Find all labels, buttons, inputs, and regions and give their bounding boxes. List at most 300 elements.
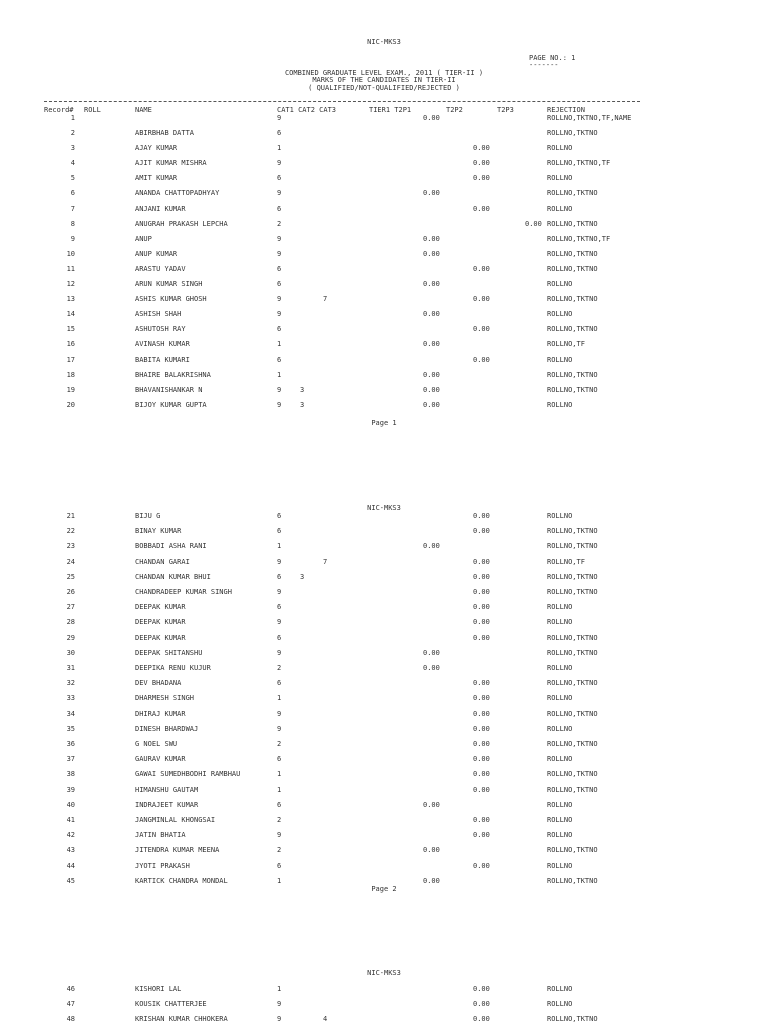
t2p2-value: 0.00 (473, 831, 490, 840)
candidate-name: JYOTI PRAKASH (135, 861, 190, 870)
cat1-value: 9 (277, 1000, 282, 1009)
t2p2-value: 0.00 (473, 1000, 490, 1009)
candidate-name: DHARMESH SINGH (135, 694, 195, 703)
cat1-value: 6 (277, 264, 282, 273)
candidate-name: AVINASH KUMAR (135, 340, 190, 349)
cat1-value: 2 (277, 219, 282, 228)
record-number: 3 (70, 144, 75, 153)
candidate-name: JITENDRA KUMAR MEENA (135, 846, 220, 855)
table-row (0, 710, 768, 719)
t2p2-value: 0.00 (473, 588, 490, 596)
cat1-value: 6 (277, 174, 282, 183)
candidate-name: BABITA KUMARI (135, 355, 190, 364)
cat1-value: 2 (277, 816, 282, 824)
t2p2-value: 0.00 (473, 557, 490, 566)
record-number: 15 (66, 325, 75, 334)
t2p2-value: 0.00 (473, 861, 490, 870)
cat1-value: 9 (277, 249, 282, 258)
table-row (0, 371, 768, 380)
rejection-reason: ROLLNO,TKTNO (547, 542, 598, 551)
table-row (0, 250, 768, 259)
rejection-reason: ROLLNO,TKTNO (547, 588, 598, 596)
record-number: 43 (66, 846, 75, 855)
cat1-value: 6 (277, 129, 282, 137)
record-number: 47 (66, 1000, 75, 1009)
candidate-name: ARASTU YADAV (135, 264, 186, 273)
candidate-name: ANJANI KUMAR (135, 204, 186, 213)
t2p1-value: 0.00 (423, 340, 440, 349)
rejection-reason: ROLLNO (547, 1000, 573, 1009)
table-row (0, 801, 768, 810)
cat1-value: 1 (277, 785, 282, 794)
cat1-value: 9 (277, 114, 282, 122)
candidate-name: ANUP KUMAR (135, 249, 178, 258)
t2p2-value: 0.00 (473, 679, 490, 688)
candidate-name: CHANDAN KUMAR BHUI (135, 572, 211, 581)
record-number: 19 (66, 385, 75, 394)
col-roll: ROLL (84, 106, 101, 114)
header-divider (44, 101, 640, 102)
table-row (0, 573, 768, 582)
t2p1-value: 0.00 (423, 310, 440, 319)
table-row (0, 634, 768, 643)
cat1-value: 9 (277, 189, 282, 198)
table-row (0, 144, 768, 153)
rejection-reason: ROLLNO (547, 618, 573, 627)
record-number: 25 (66, 572, 75, 581)
t2p2-value: 0.00 (473, 144, 490, 153)
t2p2-value: 0.00 (473, 770, 490, 779)
t2p2-value: 0.00 (473, 295, 490, 304)
candidate-name: AMIT KUMAR (135, 174, 178, 183)
record-number: 42 (66, 831, 75, 840)
table-row (0, 205, 768, 214)
rejection-reason: ROLLNO,TKTNO (547, 785, 598, 794)
table-row (0, 603, 768, 612)
record-number: 10 (66, 249, 75, 258)
table-row (0, 340, 768, 349)
col-record: Record# (44, 106, 74, 114)
table-row (0, 356, 768, 365)
candidate-name: KISHORI LAL (135, 985, 182, 993)
candidate-name: ANUGRAH PRAKASH LEPCHA (135, 219, 228, 228)
table-row (0, 558, 768, 567)
cat1-value: 6 (277, 861, 282, 870)
record-number: 8 (70, 219, 75, 228)
col-rejection: REJECTION (547, 106, 585, 114)
rejection-reason: ROLLNO,TKTNO (547, 295, 598, 304)
record-number: 46 (66, 985, 75, 993)
cat3-value: 4 (323, 1015, 328, 1024)
table-row (0, 664, 768, 673)
candidate-name: ANANDA CHATTOPADHYAY (135, 189, 220, 198)
t2p2-value: 0.00 (473, 603, 490, 612)
table-row (0, 220, 768, 229)
rejection-reason: ROLLNO,TKTNO,TF (547, 234, 611, 243)
rejection-reason: ROLLNO (547, 800, 573, 809)
t2p2-value: 0.00 (473, 785, 490, 794)
rejection-reason: ROLLNO,TF (547, 557, 585, 566)
record-number: 41 (66, 816, 75, 824)
rejection-reason: ROLLNO,TKTNO (547, 249, 598, 258)
rejection-reason: ROLLNO,TKTNO (547, 572, 598, 581)
record-number: 45 (66, 876, 75, 885)
col-name: NAME (135, 106, 152, 114)
cat1-value: 6 (277, 355, 282, 364)
candidate-name: ASHUTOSH RAY (135, 325, 186, 334)
table-row (0, 862, 768, 871)
t2p1-value: 0.00 (423, 280, 440, 288)
rejection-reason: ROLLNO,TKTNO (547, 325, 598, 334)
cat3-value: 7 (323, 557, 328, 566)
candidate-name: DEEPAK KUMAR (135, 633, 186, 642)
cat1-value: 1 (277, 985, 282, 993)
rejection-reason: ROLLNO,TKTNO (547, 709, 598, 718)
rejection-reason: ROLLNO,TKTNO (547, 770, 598, 779)
record-number: 28 (66, 618, 75, 627)
rejection-reason: ROLLNO (547, 355, 573, 364)
candidate-name: BHAIRE BALAKRISHNA (135, 370, 211, 379)
candidate-name: JATIN BHATIA (135, 831, 186, 840)
t2p2-value: 0.00 (473, 512, 490, 520)
candidate-name: BIJOY KUMAR GUPTA (135, 400, 207, 409)
t2p2-value: 0.00 (473, 204, 490, 213)
record-number: 39 (66, 785, 75, 794)
candidate-name: DHIRAJ KUMAR (135, 709, 186, 718)
record-number: 7 (70, 204, 75, 213)
rejection-reason: ROLLNO,TKTNO (547, 679, 598, 688)
cat1-value: 1 (277, 770, 282, 779)
record-number: 31 (66, 664, 75, 672)
cat1-value: 6 (277, 603, 282, 612)
table-row (0, 740, 768, 749)
candidate-name: DEEPAK KUMAR (135, 618, 186, 627)
cat2-value: 3 (300, 385, 305, 394)
cat1-value: 2 (277, 846, 282, 855)
cat1-value: 9 (277, 234, 282, 243)
record-number: 35 (66, 724, 75, 733)
t2p1-value: 0.00 (423, 385, 440, 394)
candidate-name: ANUP (135, 234, 152, 243)
rejection-reason: ROLLNO (547, 174, 573, 183)
table-row (0, 386, 768, 395)
candidate-name: DEEPAK KUMAR (135, 603, 186, 612)
candidate-name: KRISHAN KUMAR CHHOKERA (135, 1015, 228, 1024)
candidate-name: ASHIS KUMAR GHOSH (135, 295, 207, 304)
rejection-reason: ROLLNO (547, 694, 573, 703)
t2p3-value: 0.00 (525, 219, 542, 228)
cat1-value: 9 (277, 831, 282, 840)
candidate-name: DINESH BHARDWAJ (135, 724, 199, 733)
candidate-name: CHANDRADEEP KUMAR SINGH (135, 588, 232, 596)
rejection-reason: ROLLNO,TKTNO (547, 527, 598, 536)
record-number: 48 (66, 1015, 75, 1024)
page3-header: NIC-MKS3 (367, 969, 401, 977)
candidate-name: GAWAI SUMEDHBODHI RAMBHAU (135, 770, 241, 779)
exam-title: COMBINED GRADUATE LEVEL EXAM., 2011 ( TIER-II ) (284, 69, 484, 77)
t2p1-value: 0.00 (423, 664, 440, 672)
table-row (0, 174, 768, 183)
col-cats: CAT1 CAT2 CAT3 (277, 106, 337, 114)
cat1-value: 9 (277, 648, 282, 657)
rejection-reason: ROLLNO (547, 400, 573, 409)
cat1-value: 6 (277, 755, 282, 764)
table-row (0, 755, 768, 764)
t2p2-value: 0.00 (473, 755, 490, 764)
candidate-name: BHAVANISHANKAR N (135, 385, 203, 394)
rejection-reason: ROLLNO,TKTNO,TF,NAME (547, 114, 632, 122)
record-number: 9 (70, 234, 75, 243)
cat1-value: 6 (277, 800, 282, 809)
record-number: 33 (66, 694, 75, 703)
table-row (0, 325, 768, 334)
record-number: 32 (66, 679, 75, 688)
table-row (0, 235, 768, 244)
record-number: 23 (66, 542, 75, 551)
rejection-reason: ROLLNO,TKTNO,TF (547, 159, 611, 168)
rejection-reason: ROLLNO (547, 144, 573, 153)
candidate-name: DEEPIKA RENU KUJUR (135, 664, 211, 672)
col-t2p3: T2P3 (497, 106, 514, 114)
record-number: 44 (66, 861, 75, 870)
cat1-value: 6 (277, 527, 282, 536)
rejection-reason: ROLLNO,TKTNO (547, 385, 598, 394)
page2-footer: Page 2 (371, 885, 397, 893)
cat1-value: 9 (277, 557, 282, 566)
candidate-name: ASHISH SHAH (135, 310, 182, 319)
t2p1-value: 0.00 (423, 648, 440, 657)
cat1-value: 9 (277, 1015, 282, 1024)
table-row (0, 295, 768, 304)
rejection-reason: ROLLNO,TKTNO (547, 1015, 598, 1024)
table-row (0, 985, 768, 994)
rejection-reason: ROLLNO,TKTNO (547, 648, 598, 657)
table-row (0, 618, 768, 627)
t2p2-value: 0.00 (473, 174, 490, 183)
cat1-value: 1 (277, 370, 282, 379)
table-row (0, 1000, 768, 1009)
candidate-name: G NOEL SWU (135, 740, 178, 748)
col-tiers: TIER1 T2P1 (369, 106, 412, 114)
rejection-reason: ROLLNO,TKTNO (547, 264, 598, 273)
table-row (0, 265, 768, 274)
cat1-value: 9 (277, 400, 282, 409)
cat1-value: 6 (277, 204, 282, 213)
record-number: 1 (70, 114, 75, 122)
table-row (0, 770, 768, 779)
candidate-name: DEEPAK SHITANSHU (135, 648, 203, 657)
table-row (0, 816, 768, 825)
t2p2-value: 0.00 (473, 527, 490, 536)
t2p2-value: 0.00 (473, 572, 490, 581)
page1-footer: Page 1 (371, 419, 397, 427)
rejection-reason: ROLLNO (547, 512, 573, 520)
record-number: 11 (66, 264, 75, 273)
t2p1-value: 0.00 (423, 189, 440, 198)
record-number: 16 (66, 340, 75, 349)
record-number: 29 (66, 633, 75, 642)
t2p1-value: 0.00 (423, 800, 440, 809)
candidate-name: DEV BHADANA (135, 679, 182, 688)
candidate-name: ARUN KUMAR SINGH (135, 280, 203, 288)
record-number: 12 (66, 280, 75, 288)
cat1-value: 1 (277, 542, 282, 551)
rejection-reason: ROLLNO (547, 204, 573, 213)
cat1-value: 6 (277, 572, 282, 581)
record-number: 26 (66, 588, 75, 596)
t2p2-value: 0.00 (473, 159, 490, 168)
rejection-reason: ROLLNO (547, 310, 573, 319)
t2p2-value: 0.00 (473, 985, 490, 993)
col-t2p2: T2P2 (446, 106, 463, 114)
cat1-value: 1 (277, 144, 282, 153)
rejection-reason: ROLLNO (547, 816, 573, 824)
candidate-name: CHANDAN GARAI (135, 557, 190, 566)
t2p1-value: 0.00 (423, 370, 440, 379)
table-row (0, 310, 768, 319)
cat1-value: 9 (277, 385, 282, 394)
table-row (0, 831, 768, 840)
candidate-name: GAURAV KUMAR (135, 755, 186, 764)
t2p1-value: 0.00 (423, 234, 440, 243)
cat2-value: 3 (300, 400, 305, 409)
table-row (0, 542, 768, 551)
table-row (0, 846, 768, 855)
rejection-reason: ROLLNO,TKTNO (547, 846, 598, 855)
marks-subtitle: MARKS OF THE CANDIDATES IN TIER-II (312, 76, 456, 84)
rejection-reason: ROLLNO (547, 985, 573, 993)
rejection-reason: ROLLNO (547, 664, 573, 672)
cat3-value: 7 (323, 295, 328, 304)
table-row (0, 280, 768, 289)
t2p1-value: 0.00 (423, 249, 440, 258)
candidate-name: INDRAJEET KUMAR (135, 800, 199, 809)
record-number: 34 (66, 709, 75, 718)
record-number: 14 (66, 310, 75, 319)
cat1-value: 6 (277, 325, 282, 334)
t2p2-value: 0.00 (473, 816, 490, 824)
t2p2-value: 0.00 (473, 694, 490, 703)
candidate-name: BOBBADI ASHA RANI (135, 542, 207, 551)
rejection-reason: ROLLNO (547, 280, 573, 288)
page-number: PAGE NO.: 1 (529, 54, 576, 62)
cat1-value: 2 (277, 664, 282, 672)
candidate-name: AJIT KUMAR MISHRA (135, 159, 207, 168)
record-number: 21 (66, 512, 75, 520)
cat1-value: 6 (277, 633, 282, 642)
t2p2-value: 0.00 (473, 633, 490, 642)
rejection-reason: ROLLNO (547, 603, 573, 612)
candidate-name: AJAY KUMAR (135, 144, 178, 153)
t2p2-value: 0.00 (473, 740, 490, 748)
cat2-value: 3 (300, 572, 305, 581)
cat1-value: 9 (277, 310, 282, 319)
cat1-value: 9 (277, 295, 282, 304)
rejection-reason: ROLLNO,TKTNO (547, 633, 598, 642)
table-row (0, 786, 768, 795)
record-number: 20 (66, 400, 75, 409)
cat1-value: 1 (277, 340, 282, 349)
t2p1-value: 0.00 (423, 400, 440, 409)
record-number: 22 (66, 527, 75, 536)
cat1-value: 9 (277, 709, 282, 718)
table-row (0, 159, 768, 168)
candidate-name: KARTICK CHANDRA MONDAL (135, 876, 228, 885)
t2p2-value: 0.00 (473, 1015, 490, 1024)
table-row (0, 527, 768, 536)
candidate-name: HIMANSHU GAUTAM (135, 785, 199, 794)
record-number: 36 (66, 740, 75, 748)
t2p2-value: 0.00 (473, 724, 490, 733)
record-number: 30 (66, 648, 75, 657)
page1-header: NIC-MKS3 (367, 38, 401, 46)
table-row (0, 679, 768, 688)
rejection-reason: ROLLNO,TKTNO (547, 876, 598, 885)
record-number: 37 (66, 755, 75, 764)
cat1-value: 6 (277, 679, 282, 688)
table-row (0, 1015, 768, 1024)
t2p1-value: 0.00 (423, 114, 440, 122)
table-row (0, 114, 768, 123)
status-subtitle: ( QUALIFIED/NOT-QUALIFIED/REJECTED ) (308, 84, 460, 92)
cat1-value: 9 (277, 159, 282, 168)
t2p2-value: 0.00 (473, 264, 490, 273)
table-row (0, 189, 768, 198)
rejection-reason: ROLLNO,TKTNO (547, 219, 598, 228)
rejection-reason: ROLLNO (547, 724, 573, 733)
candidate-name: KOUSIK CHATTERJEE (135, 1000, 207, 1009)
rejection-reason: ROLLNO,TKTNO (547, 129, 598, 137)
t2p1-value: 0.00 (423, 542, 440, 551)
cat1-value: 9 (277, 618, 282, 627)
rejection-reason: ROLLNO (547, 861, 573, 870)
cat1-value: 6 (277, 280, 282, 288)
page2-header: NIC-MKS3 (367, 504, 401, 512)
record-number: 17 (66, 355, 75, 364)
cat1-value: 2 (277, 740, 282, 748)
table-row (0, 512, 768, 521)
cat1-value: 6 (277, 512, 282, 520)
t2p2-value: 0.00 (473, 325, 490, 334)
t2p2-value: 0.00 (473, 355, 490, 364)
cat1-value: 9 (277, 588, 282, 596)
table-row (0, 588, 768, 597)
rejection-reason: ROLLNO (547, 831, 573, 840)
record-number: 13 (66, 295, 75, 304)
cat1-value: 1 (277, 876, 282, 885)
record-number: 18 (66, 370, 75, 379)
candidate-name: JANGMINLAL KHONGSAI (135, 816, 216, 824)
table-row (0, 725, 768, 734)
record-number: 5 (70, 174, 75, 183)
table-row (0, 401, 768, 410)
candidate-name: BIJU G (135, 512, 161, 520)
record-number: 2 (70, 129, 75, 137)
cat1-value: 9 (277, 724, 282, 733)
table-row (0, 129, 768, 138)
record-number: 27 (66, 603, 75, 612)
rejection-reason: ROLLNO,TF (547, 340, 585, 349)
record-number: 6 (70, 189, 75, 198)
rejection-reason: ROLLNO (547, 755, 573, 764)
page-number-underline: ------- (529, 61, 559, 69)
candidate-name: ABIRBHAB DATTA (135, 129, 195, 137)
cat1-value: 1 (277, 694, 282, 703)
record-number: 4 (70, 159, 75, 168)
record-number: 38 (66, 770, 75, 779)
record-number: 24 (66, 557, 75, 566)
t2p1-value: 0.00 (423, 876, 440, 885)
